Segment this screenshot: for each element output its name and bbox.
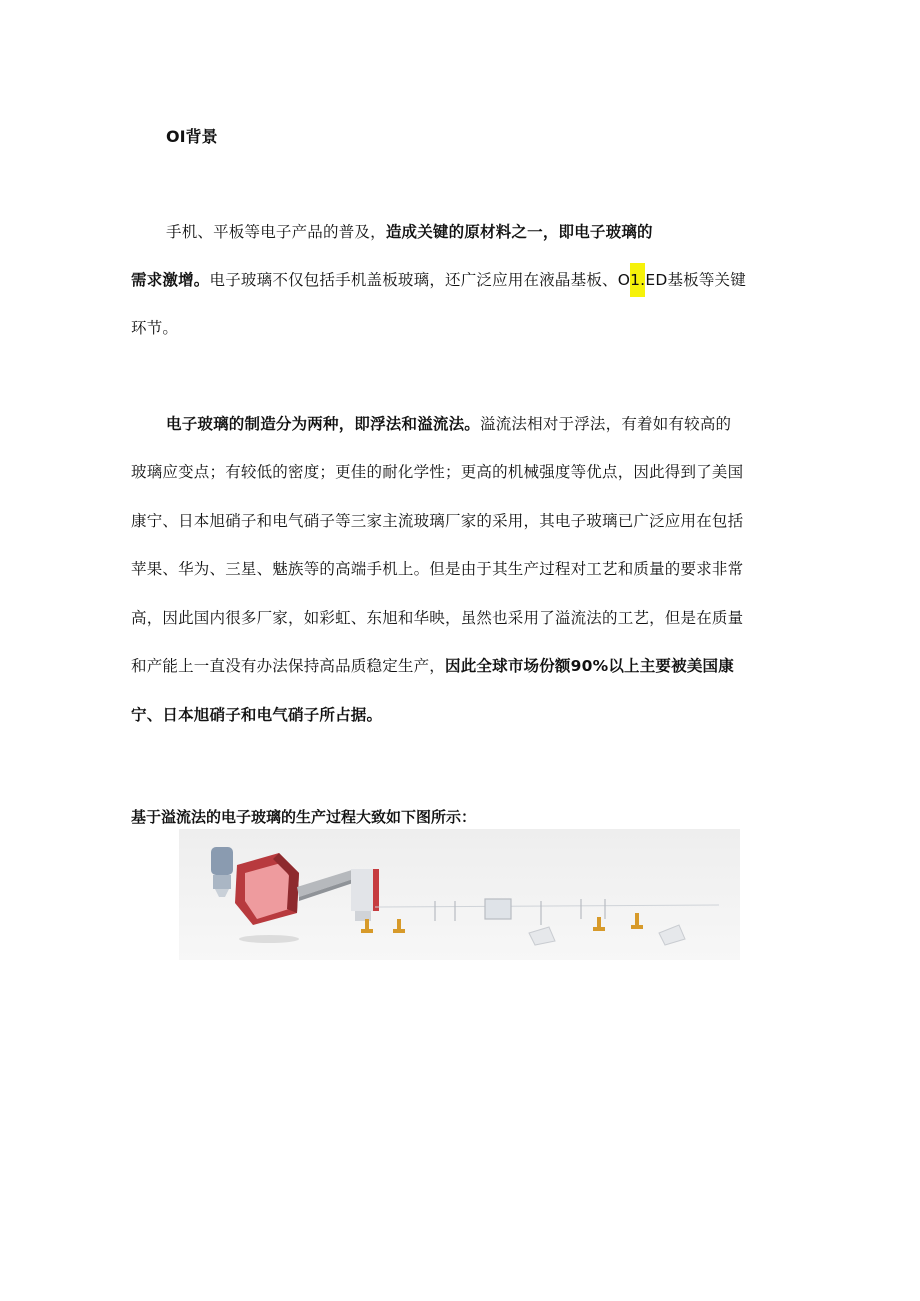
production-line-image [179,829,740,960]
para2-line1 [166,412,731,434]
para2-line6-normal: 和产能上一直没有办法保持高品质稳定生产， [131,657,446,675]
para1-line1-bold: 造成关键的原材料之一，即电子玻璃的 [385,223,653,241]
para1-line3: 环节。 [131,319,179,337]
highlighted-text: 1. [630,263,645,297]
para2-line1-bold: 电子玻璃的制造分为两种，即浮法和溢流法。 [166,415,481,433]
para2-line2: 玻璃应变点；有较低的密度；更佳的耐化学性；更高的机械强度等优点，因此得到了美国 [131,463,744,481]
para2-line5: 高，因此国内很多厂家，如彩虹、东旭和华映，虽然也采用了溢流法的工艺，但是在质量 [131,609,744,627]
para2-line3: 康宁、日本旭硝子和电气硝子等三家主流玻璃厂家的采用，其电子玻璃已广泛应用在包括 [131,512,744,530]
para2-line7-bold: 宁、日本旭硝子和电气硝子所占据。 [131,706,383,724]
para2-line6-bold: 因此全球市场份额90%以上主要被美国康 [445,657,734,675]
para2-line1-normal: 溢流法相对于浮法，有着如有较高的 [480,415,732,433]
para1-line2 [131,268,746,290]
para2-line6 [131,654,734,676]
para1-line2-normal-a: 电子玻璃不仅包括手机盖板玻璃，还广泛应用在液晶基板、O [209,271,631,289]
para1-line2-normal-b: ED基板等关键 [645,271,746,289]
para1-line1-normal: 手机、平板等电子产品的普及， [166,223,386,241]
para1-line1 [166,220,653,242]
para2-line7 [131,703,382,725]
figure-caption: 基于溢流法的电子玻璃的生产过程大致如下图所示： [131,808,477,826]
para2-line4: 苹果、华为、三星、魅族等的高端手机上。但是由于其生产过程对工艺和质量的要求非常 [131,560,744,578]
para1-line2-bold: 需求激增。 [131,271,210,289]
section-heading: OI背景 [166,127,218,146]
